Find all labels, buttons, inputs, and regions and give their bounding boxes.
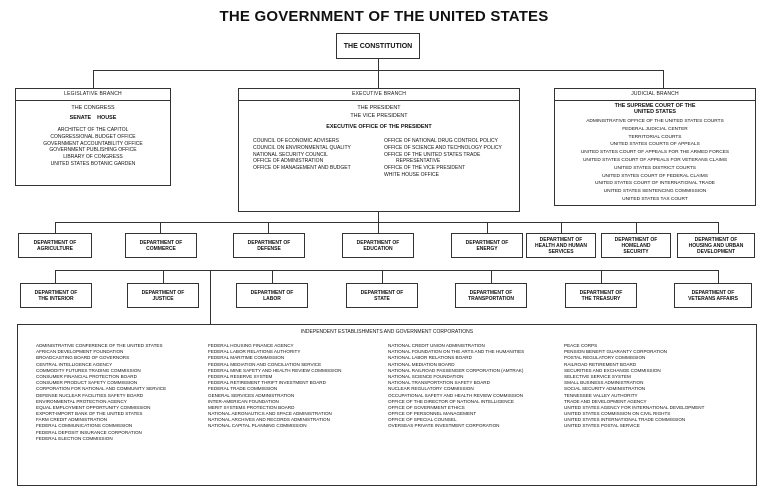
independent-agency: NATIONAL CAPITAL PLANNING COMMISSION <box>208 423 307 429</box>
independent-agency: GENERAL SERVICES ADMINISTRATION <box>208 392 295 398</box>
eop-office: OFFICE OF SCIENCE AND TECHNOLOGY POLICY <box>384 144 502 151</box>
department-agriculture <box>18 233 92 258</box>
eop-office: OFFICE OF THE UNITED STATES TRADE <box>384 151 481 158</box>
president-label: THE PRESIDENT <box>357 105 401 111</box>
eop-office: OFFICE OF NATIONAL DRUG CONTROL POLICY <box>384 138 498 144</box>
congress-label: THE CONGRESS <box>71 105 115 111</box>
dept-label: SERVICES <box>548 248 574 255</box>
independent-column-4 <box>564 343 704 430</box>
independent-agency: UNITED STATES POSTAL SERVICE <box>564 423 640 429</box>
connector-line <box>487 222 488 233</box>
independent-agency: NATIONAL CREDIT UNION ADMINISTRATION <box>388 343 485 348</box>
department-transportation <box>455 283 527 308</box>
dept-label: DEPARTMENT OF <box>360 289 404 296</box>
connector-line <box>382 270 383 283</box>
department-defense <box>233 233 305 258</box>
executive-header: EXECUTIVE BRANCH <box>239 89 519 101</box>
dept-label: DEPARTMENT OF <box>33 239 77 246</box>
independent-agency: UNITED STATES COMMISSION ON CIVIL RIGHTS <box>564 411 671 417</box>
dept-label: DEPARTMENT OF <box>34 289 78 296</box>
independent-agency: SECURITIES AND EXCHANGE COMMISSION <box>564 367 661 373</box>
independent-agency: FEDERAL ELECTION COMMISSION <box>36 435 113 441</box>
independent-agency: FEDERAL MINE SAFETY AND HEALTH REVIEW COMMISSION <box>208 367 342 373</box>
department-interior <box>20 283 92 308</box>
dept-label: DEPARTMENT OF <box>247 239 291 246</box>
judicial-item: UNITED STATES COURTS OF APPEALS <box>610 142 700 148</box>
independent-agency: OFFICE OF THE DIRECTOR OF NATIONAL INTELLIGENCE <box>388 398 514 404</box>
dept-label: ENERGY <box>476 245 498 252</box>
eop-office: COUNCIL OF ECONOMIC ADVISERS <box>253 138 339 144</box>
connector-line <box>160 222 161 233</box>
legislative-item: ARCHITECT OF THE CAPITOL <box>57 127 129 133</box>
independent-agency: PEACE CORPS <box>564 343 598 348</box>
chambers-label: SENATE HOUSE <box>69 115 117 121</box>
judicial-item: UNITED STATES DISTRICT COURTS <box>614 165 696 171</box>
judicial-item: UNITED STATES COURT OF INTERNATIONAL TRADE <box>594 181 716 187</box>
independent-agency: AFRICAN DEVELOPMENT FOUNDATION <box>36 349 124 355</box>
dept-label: COMMERCE <box>146 245 176 252</box>
independent-agency: PENSION BENEFIT GUARANTY CORPORATION <box>564 349 668 355</box>
dept-label: DEPARTMENT OF <box>691 289 735 296</box>
independent-agency: OVERSEAS PRIVATE INVESTMENT CORPORATION <box>388 423 500 429</box>
connector-line <box>55 270 719 271</box>
department-treasury <box>565 283 637 308</box>
judicial-header: JUDICIAL BRANCH <box>555 89 755 101</box>
independent-establishments-box <box>17 324 757 486</box>
connector-line <box>378 59 379 70</box>
independent-agency: CORPORATION FOR NATIONAL AND COMMUNITY SERVICE <box>36 386 167 392</box>
eop-office: COUNCIL ON ENVIRONMENTAL QUALITY <box>253 144 351 151</box>
legislative-item: CONGRESSIONAL BUDGET OFFICE <box>50 133 136 140</box>
independent-agency: DEFENSE NUCLEAR FACILITIES SAFETY BOARD <box>36 392 144 398</box>
dept-label: DEPARTMENT OF <box>614 236 658 243</box>
independent-agency: FEDERAL HOUSING FINANCE AGENCY <box>208 343 294 348</box>
eop-office: OFFICE OF THE VICE PRESIDENT <box>384 165 466 172</box>
executive-branch-box <box>238 88 520 212</box>
independent-agency: CONSUMER FINANCIAL PROTECTION BOARD <box>36 373 137 379</box>
independent-agency: POSTAL REGULATORY COMMISSION <box>564 355 646 361</box>
connector-line <box>663 70 664 88</box>
dept-label: TRANSPORTATION <box>468 295 514 302</box>
independent-agency: BROADCASTING BOARD OF GOVERNORS <box>36 355 130 361</box>
independent-agency: FEDERAL MEDIATION AND CONCILIATION SERVICE <box>208 361 322 367</box>
dept-label: DEVELOPMENT <box>696 248 736 255</box>
dept-label: DEPARTMENT OF <box>539 236 583 243</box>
dept-label: DEPARTMENT OF <box>250 289 294 296</box>
independent-column-2 <box>208 343 341 430</box>
connector-line <box>718 222 719 233</box>
department-commerce <box>125 233 197 258</box>
legislative-item: UNITED STATES BOTANIC GARDEN <box>50 160 136 167</box>
independent-agency: NATIONAL AERONAUTICS AND SPACE ADMINISTRATION <box>208 411 332 417</box>
independent-agency: COMMODITY FUTURES TRADING COMMISSION <box>36 367 141 373</box>
department-health-human-services <box>526 233 596 258</box>
connector-line <box>378 70 379 88</box>
dept-label: SECURITY <box>623 248 649 255</box>
independent-agency: FARM CREDIT ADMINISTRATION <box>36 417 108 423</box>
judicial-item: UNITED STATES COURT OF APPEALS FOR THE ARMED FORCES <box>580 150 730 156</box>
dept-label: LABOR <box>263 295 281 302</box>
dept-label: DEPARTMENT OF <box>579 289 623 296</box>
independent-agency: NATIONAL ARCHIVES AND RECORDS ADMINISTRATION <box>208 417 330 423</box>
judicial-item: UNITED STATES SENTENCING COMMISSION <box>603 189 707 195</box>
independent-agency: FEDERAL LABOR RELATIONS AUTHORITY <box>208 349 301 355</box>
independent-agency: FEDERAL TRADE COMMISSION <box>208 386 278 392</box>
department-homeland-security <box>601 233 671 258</box>
independent-agency: RAILROAD RETIREMENT BOARD <box>564 361 637 367</box>
judicial-item: TERRITORIAL COURTS <box>628 134 682 140</box>
connector-line <box>272 270 273 283</box>
independent-agency: FEDERAL COMMUNICATIONS COMMISSION <box>36 423 133 429</box>
judicial-branch-box <box>554 88 756 206</box>
legislative-branch-box <box>15 88 171 186</box>
dept-label: HOUSING AND URBAN <box>688 242 744 249</box>
dept-label: HEALTH AND HUMAN <box>535 242 587 249</box>
judicial-item: FEDERAL JUDICIAL CENTER <box>622 126 688 132</box>
vice-president-label: THE VICE PRESIDENT <box>350 113 408 119</box>
independent-agency: FEDERAL RESERVE SYSTEM <box>208 373 273 379</box>
department-housing-urban-development <box>677 233 755 258</box>
department-state <box>346 283 418 308</box>
independent-agency: NUCLEAR REGULATORY COMMISSION <box>388 386 474 392</box>
legislative-item: GOVERNMENT PUBLISHING OFFICE <box>49 147 137 154</box>
supreme-court-label: UNITED STATES <box>633 109 677 115</box>
independent-agency: EQUAL EMPLOYMENT OPPORTUNITY COMMISSION <box>36 404 151 410</box>
connector-line <box>268 222 269 233</box>
connector-line <box>210 270 211 324</box>
judicial-item: UNITED STATES COURT OF APPEALS FOR VETERANS CLAIMS <box>582 157 728 163</box>
eop-office: NATIONAL SECURITY COUNCIL <box>253 151 328 158</box>
independent-agency: CONSUMER PRODUCT SAFETY COMMISSION <box>36 380 138 386</box>
dept-label: THE INTERIOR <box>38 295 74 302</box>
dept-label: DEPARTMENT OF <box>356 239 400 246</box>
independent-column-1 <box>36 343 166 442</box>
dept-label: EDUCATION <box>363 245 393 252</box>
dept-label: DEPARTMENT OF <box>139 239 183 246</box>
dept-label: DEPARTMENT OF <box>465 239 509 246</box>
connector-line <box>491 270 492 283</box>
independent-agency: SMALL BUSINESS ADMINISTRATION <box>564 380 644 386</box>
connector-line <box>55 270 56 283</box>
independent-agency: OFFICE OF PERSONNEL MANAGEMENT <box>388 411 477 417</box>
independent-column-3 <box>388 343 524 430</box>
legislative-item: LIBRARY OF CONGRESS <box>63 154 123 161</box>
dept-label: DEPARTMENT OF <box>141 289 185 296</box>
independent-agency: NATIONAL TRANSPORTATION SAFETY BOARD <box>388 380 490 386</box>
connector-line <box>55 222 719 223</box>
independent-agency: UNITED STATES INTERNATIONAL TRADE COMMISSION <box>564 417 686 423</box>
independent-agency: TRADE AND DEVELOPMENT AGENCY <box>564 398 647 404</box>
department-education <box>342 233 414 258</box>
independent-agency: MERIT SYSTEMS PROTECTION BOARD <box>208 404 295 410</box>
connector-line <box>718 270 719 283</box>
connector-line <box>93 70 94 88</box>
independent-header: INDEPENDENT ESTABLISHMENTS AND GOVERNMENT CORPORATIONS <box>300 329 474 335</box>
judicial-item: UNITED STATES TAX COURT <box>622 196 688 202</box>
independent-agency: FEDERAL RETIREMENT THRIFT INVESTMENT BOARD <box>208 380 326 386</box>
independent-agency: NATIONAL MEDIATION BOARD <box>388 361 455 367</box>
dept-label: DEPARTMENT OF <box>469 289 513 296</box>
independent-agency: OCCUPATIONAL SAFETY AND HEALTH REVIEW COMMISSION <box>388 392 524 398</box>
independent-agency: NATIONAL RAILROAD PASSENGER CORPORATION (AMTRAK) <box>388 367 524 373</box>
eop-office: OFFICE OF ADMINISTRATION <box>253 158 324 165</box>
judicial-item: UNITED STATES COURT OF FEDERAL CLAIMS <box>602 173 708 179</box>
legislative-header: LEGISLATIVE BRANCH <box>16 89 170 101</box>
dept-label: VETERANS AFFAIRS <box>688 295 738 302</box>
dept-label: DEFENSE <box>257 245 281 252</box>
eop-office: REPRESENTATIVE <box>396 158 441 165</box>
independent-agency: SOCIAL SECURITY ADMINISTRATION <box>564 386 646 392</box>
chart-title: THE GOVERNMENT OF THE UNITED STATES <box>219 8 549 25</box>
independent-agency: ENVIRONMENTAL PROTECTION AGENCY <box>36 398 127 404</box>
connector-line <box>163 270 164 283</box>
constitution-box <box>336 33 420 59</box>
judicial-item: ADMINISTRATIVE OFFICE OF THE UNITED STATES COURTS <box>586 119 724 124</box>
dept-label: DEPARTMENT OF <box>694 236 738 243</box>
connector-line <box>378 212 379 222</box>
dept-label: HOMELAND <box>621 242 651 249</box>
independent-agency: OFFICE OF SPECIAL COUNSEL <box>388 417 457 423</box>
connector-line <box>55 222 56 233</box>
legislative-item: GOVERNMENT ACCOUNTABILITY OFFICE <box>43 140 143 147</box>
connector-line <box>561 222 562 233</box>
connector-line <box>378 222 379 233</box>
constitution-label: THE CONSTITUTION <box>343 42 413 50</box>
independent-agency: UNITED STATES AGENCY FOR INTERNATIONAL DEVELOPMENT <box>564 404 705 410</box>
dept-label: JUSTICE <box>152 295 174 302</box>
independent-agency: INTER-AMERICAN FOUNDATION <box>208 398 279 404</box>
independent-agency: OFFICE OF GOVERNMENT ETHICS <box>388 404 465 410</box>
independent-agency: SELECTIVE SERVICE SYSTEM <box>564 373 631 379</box>
independent-agency: CENTRAL INTELLIGENCE AGENCY <box>36 361 113 367</box>
connector-line <box>636 222 637 233</box>
connector-line <box>601 270 602 283</box>
independent-agency: NATIONAL LABOR RELATIONS BOARD <box>388 355 472 361</box>
supreme-court-label: THE SUPREME COURT OF THE <box>614 103 696 109</box>
department-veterans-affairs <box>674 283 752 308</box>
department-labor <box>236 283 308 308</box>
dept-label: AGRICULTURE <box>36 245 73 252</box>
independent-agency: ADMINISTRATIVE CONFERENCE OF THE UNITED STATES <box>36 343 163 348</box>
dept-label: STATE <box>374 295 390 302</box>
independent-agency: NATIONAL FOUNDATION ON THE ARTS AND THE HUMANITIES <box>388 349 525 355</box>
independent-agency: FEDERAL DEPOSIT INSURANCE CORPORATION <box>36 429 142 435</box>
eop-label: EXECUTIVE OFFICE OF THE PRESIDENT <box>326 124 432 130</box>
independent-agency: TENNESSEE VALLEY AUTHORITY <box>564 392 638 398</box>
independent-agency: EXPORT-IMPORT BANK OF THE UNITED STATES <box>36 411 143 417</box>
independent-agency: FEDERAL MARITIME COMMISSION <box>208 355 285 361</box>
independent-agency: NATIONAL SCIENCE FOUNDATION <box>388 373 464 379</box>
eop-office: WHITE HOUSE OFFICE <box>384 171 439 178</box>
department-energy <box>451 233 523 258</box>
dept-label: THE TREASURY <box>581 295 621 302</box>
department-justice <box>127 283 199 308</box>
eop-office: OFFICE OF MANAGEMENT AND BUDGET <box>253 165 351 172</box>
